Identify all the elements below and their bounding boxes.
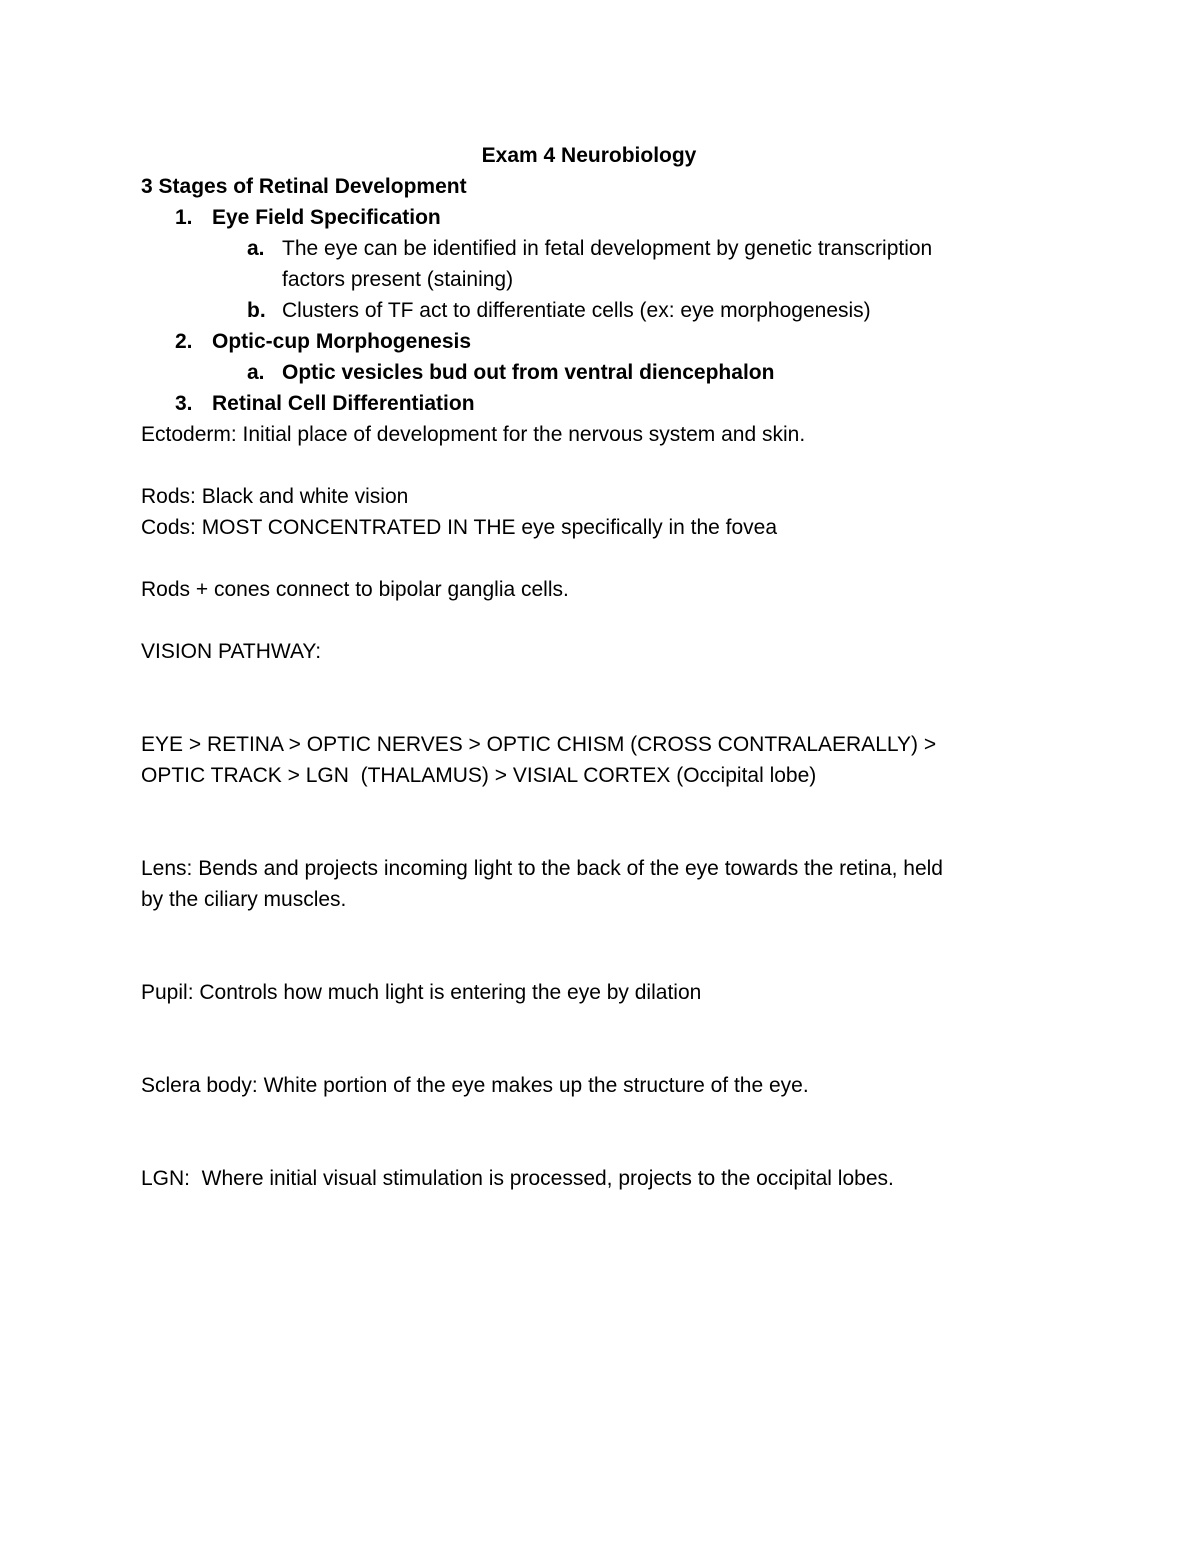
vision-pathway-heading: VISION PATHWAY: (141, 640, 322, 663)
rods-paragraph: Rods: Black and white vision (141, 485, 409, 508)
stage-number: 3. (175, 392, 193, 415)
pathway-line: EYE > RETINA > OPTIC NERVES > OPTIC CHISM (CROSS CONTRALAERALLY) > (141, 733, 937, 756)
stage-item (141, 388, 1061, 419)
subitem-letter: b. (247, 299, 266, 322)
subitem-text: factors present (staining) (282, 268, 514, 291)
ectoderm-paragraph: Ectoderm: Initial place of development for the nervous system and skin. (141, 423, 806, 446)
cods-paragraph: Cods: MOST CONCENTRATED IN THE eye specifically in the fovea (141, 516, 778, 539)
stage-label: Retinal Cell Differentiation (212, 392, 475, 415)
subitem-text: Optic vesicles bud out from ventral diencephalon (282, 361, 775, 384)
stage-item (141, 326, 1061, 357)
document-title: Exam 4 Neurobiology (481, 144, 697, 167)
subitem-text: Clusters of TF act to differentiate cells (ex: eye morphogenesis) (282, 299, 871, 322)
stage-number: 2. (175, 330, 193, 353)
stage-subitem (141, 357, 1061, 388)
spacer (141, 1101, 1061, 1163)
pupil-paragraph: Pupil: Controls how much light is entering the eye by dilation (141, 981, 702, 1004)
spacer (141, 1008, 1061, 1070)
section-heading: 3 Stages of Retinal Development (141, 175, 467, 198)
pathway-line: OPTIC TRACK > LGN (THALAMUS) > VISIAL CORTEX (Occipital lobe) (141, 764, 817, 787)
spacer (141, 791, 1061, 853)
lgn-paragraph: LGN: Where initial visual stimulation is processed, projects to the occipital lobes. (141, 1167, 894, 1190)
stage-subitem (141, 233, 1061, 264)
document-body (141, 140, 1061, 1194)
spacer (141, 605, 1061, 636)
lens-paragraph: Lens: Bends and projects incoming light to the back of the eye towards the retina, held (141, 857, 943, 880)
subitem-letter: a. (247, 361, 265, 384)
subitem-letter: a. (247, 237, 265, 260)
stage-subitem-continuation (141, 264, 1061, 295)
stage-number: 1. (175, 206, 193, 229)
spacer (141, 915, 1061, 977)
stage-label: Optic-cup Morphogenesis (212, 330, 472, 353)
lens-paragraph-continuation: by the ciliary muscles. (141, 888, 347, 911)
spacer (141, 667, 1061, 729)
rods-cones-paragraph: Rods + cones connect to bipolar ganglia cells. (141, 578, 569, 601)
spacer (141, 543, 1061, 574)
stage-label: Eye Field Specification (212, 206, 441, 229)
stage-item (141, 202, 1061, 233)
sclera-paragraph: Sclera body: White portion of the eye makes up the structure of the eye. (141, 1074, 809, 1097)
stage-subitem (141, 295, 1061, 326)
spacer (141, 450, 1061, 481)
subitem-text: The eye can be identified in fetal development by genetic transcription (282, 237, 933, 260)
